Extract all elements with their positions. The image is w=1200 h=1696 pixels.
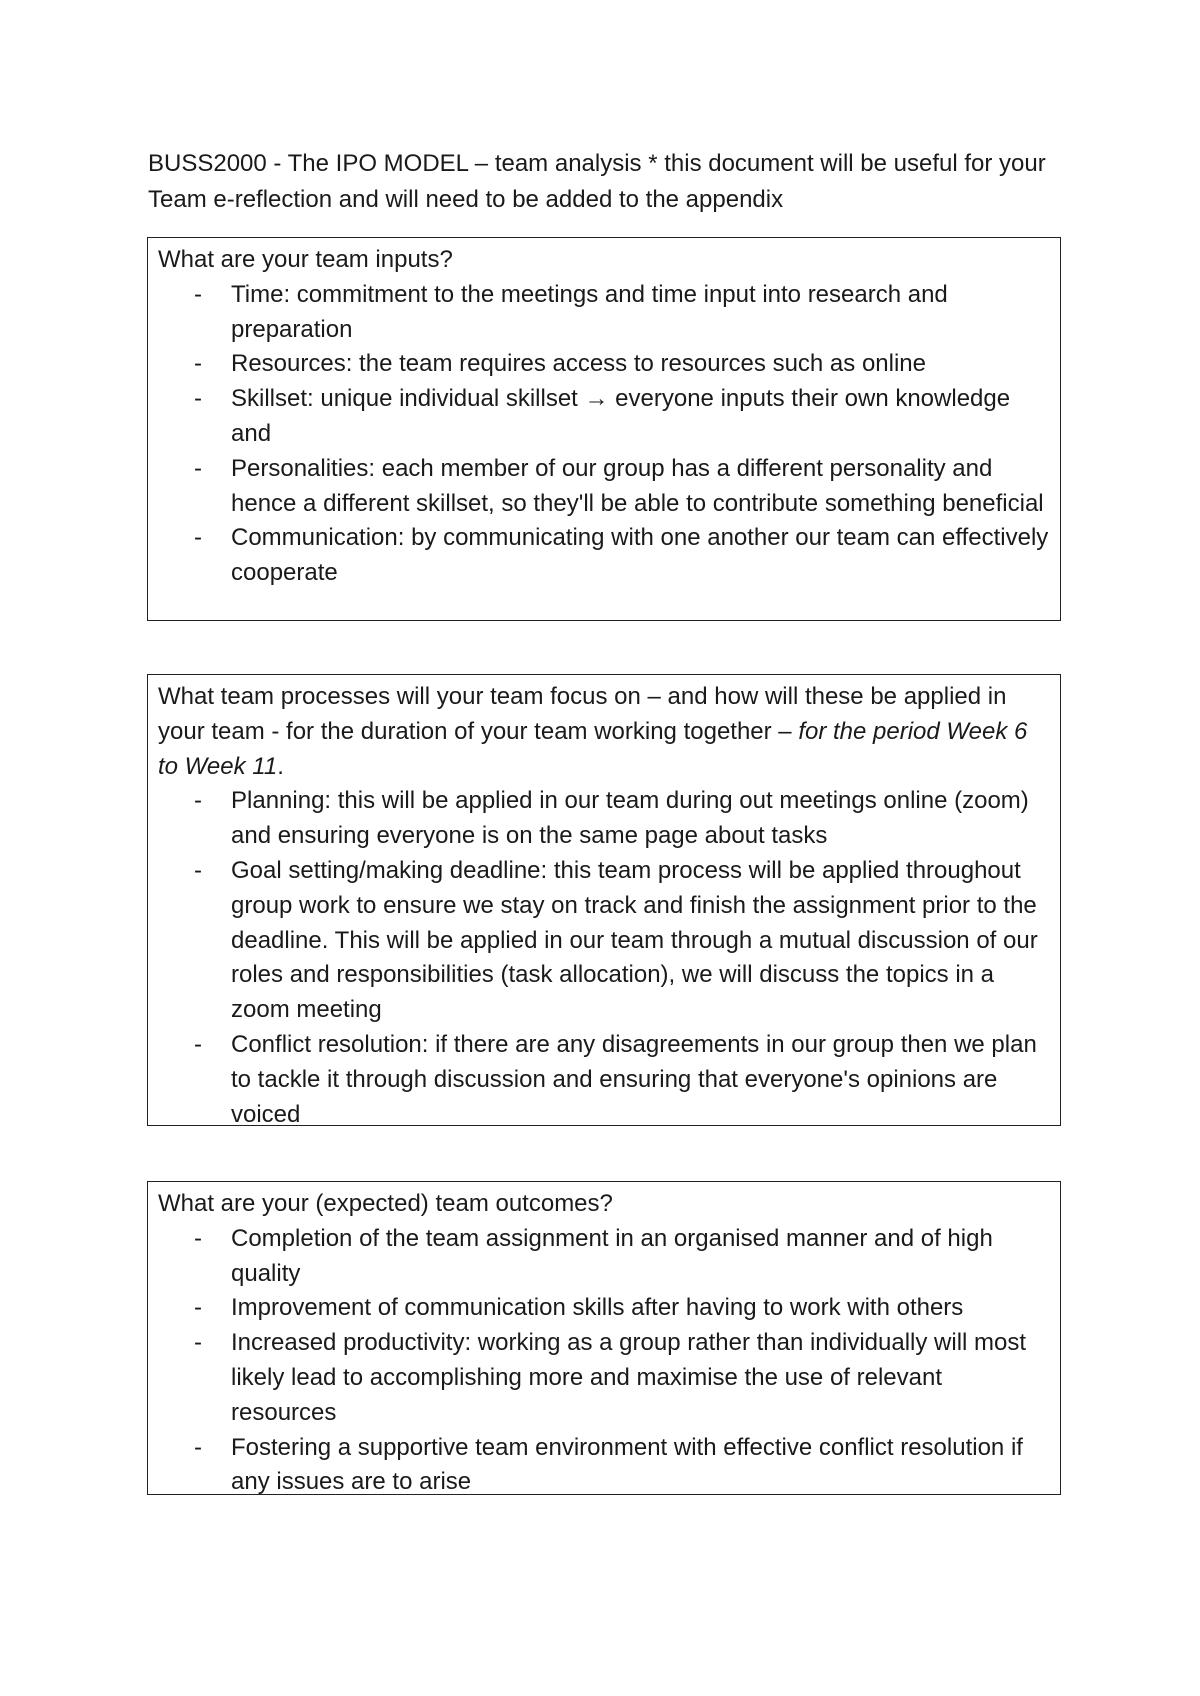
dash-marker: - (194, 350, 202, 378)
team-outcomes-heading: What are your (expected) team outcomes? (158, 1190, 613, 1217)
list-item (158, 784, 1050, 854)
team-processes-heading-text: What team processes will your team focus on – and how will these be applied in your team - for the duration of your team working together – (158, 683, 1007, 745)
list-item (158, 1291, 1050, 1326)
list-item-text: Improvement of communication skills after having to work with others (231, 1294, 964, 1322)
list-item-text: Completion of the team assignment in an organised manner and of high quality (231, 1224, 993, 1287)
list-item-text: Increased productivity: working as a group rather than individually will most likely lead to accomplishing more and maximise the use of relevant resources (231, 1329, 1027, 1426)
team-outcomes-list (158, 1222, 1050, 1500)
list-item (158, 1028, 1050, 1132)
dash-marker: - (194, 1294, 202, 1322)
list-item (158, 452, 1050, 522)
list-item (158, 382, 1050, 452)
dash-marker: - (194, 385, 202, 413)
team-processes-heading-end: . (277, 752, 284, 780)
dash-marker: - (194, 856, 202, 884)
page-title: BUSS2000 - The IPO MODEL – team analysis * this document will be useful for your Team e-reflection and will need to be added to the appendix (148, 150, 1046, 213)
list-item (158, 854, 1050, 1028)
dash-marker: - (194, 1224, 202, 1252)
dash-marker: - (194, 524, 202, 552)
list-item (158, 521, 1050, 591)
list-item-text: Time: commitment to the meetings and time input into research and preparation (231, 280, 948, 343)
list-item-text: Planning: this will be applied in our team during out meetings online (zoom) and ensuring everyone is on the same page about tasks (231, 787, 1029, 850)
list-item-text: Resources: the team requires access to resources such as online (231, 350, 927, 378)
team-processes-heading (158, 680, 1050, 784)
list-item-text: Goal setting/making deadline: this team process will be applied throughout group work to ensure we stay on track and finish the assignment prior to the deadline. This will be applied in our team through a mutual discussion of our roles and responsibilities (task allocation), we will discuss the topics in a zoom meeting (231, 856, 1038, 1024)
list-item-text: Personalities: each member of our group has a different personality and hence a different skillset, so they'll be able to contribute something beneficial (231, 454, 1044, 517)
team-processes-period: for the period Week 6 to Week 11 (158, 717, 1028, 780)
team-inputs-box (147, 237, 1061, 621)
team-outcomes-box (147, 1181, 1061, 1495)
list-item (158, 1222, 1050, 1292)
list-item (158, 1431, 1050, 1501)
dash-marker: - (194, 1030, 202, 1058)
list-item-text: Skillset: unique individual skillset → everyone inputs their own knowledge and (231, 385, 1011, 447)
dash-marker: - (194, 787, 202, 815)
team-inputs-heading: What are your team inputs? (158, 246, 453, 273)
list-item (158, 1326, 1050, 1430)
list-item-text: Conflict resolution: if there are any disagreements in our group then we plan to tackle it through discussion and ensuring that everyone's opinions are voiced (231, 1030, 1037, 1128)
dash-marker: - (194, 1329, 202, 1357)
list-item-text: Fostering a supportive team environment with effective conflict resolution if any issues are to arise (231, 1433, 1023, 1496)
list-item (158, 278, 1050, 348)
team-inputs-list (158, 278, 1050, 591)
dash-marker: - (194, 1433, 202, 1461)
team-processes-list (158, 784, 1050, 1132)
team-processes-box (147, 674, 1061, 1126)
list-item-text: Communication: by communicating with one another our team can effectively cooperate (231, 524, 1049, 587)
list-item (158, 347, 1050, 382)
dash-marker: - (194, 280, 202, 308)
dash-marker: - (194, 454, 202, 482)
